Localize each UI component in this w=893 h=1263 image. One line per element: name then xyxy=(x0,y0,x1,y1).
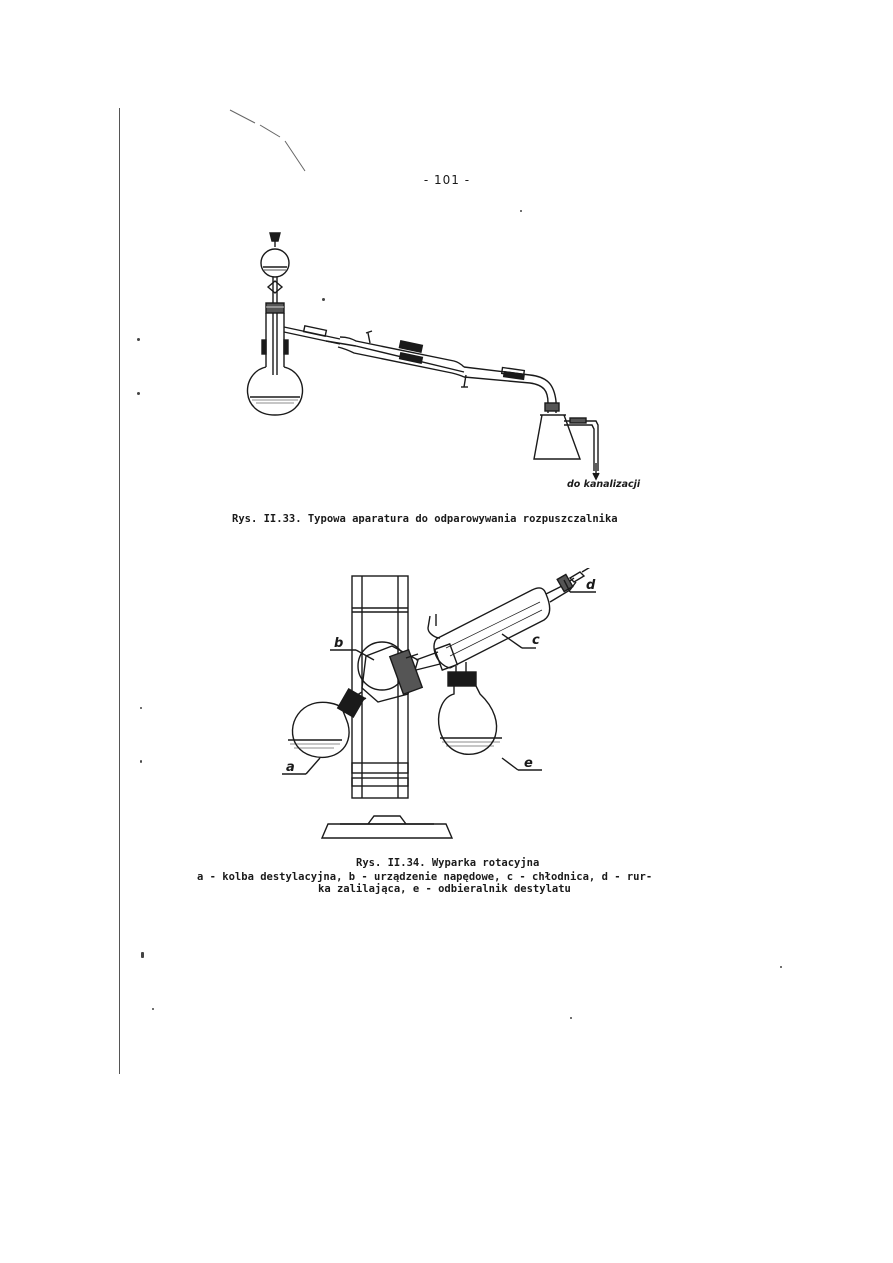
label-b: b xyxy=(334,636,344,651)
figure-evaporation-apparatus xyxy=(230,225,660,500)
scan-speck xyxy=(141,952,144,958)
figure1-caption: Rys. II.33. Typowa aparatura do odparowywania rozpuszczalnika xyxy=(232,513,618,525)
evaporation-apparatus-drawing xyxy=(230,225,660,500)
label-e: e xyxy=(524,756,533,771)
scan-speck xyxy=(137,338,140,341)
scan-speck xyxy=(140,707,142,709)
scan-speck xyxy=(140,760,142,763)
scan-speck xyxy=(780,966,782,968)
scan-speck xyxy=(520,210,522,212)
figure2-legend-line1: a - kolba destylacyjna, b - urządzenie napędowe, c - chłodnica, d - rur- xyxy=(197,871,653,883)
figure2-legend-line2: ka zalilająca, e - odbieralnik destylatu xyxy=(318,883,571,895)
outlet-note: do kanalizacji xyxy=(567,479,641,490)
page-corner-marks xyxy=(225,105,315,180)
page-margin-line xyxy=(119,108,120,1074)
rotary-evaporator-drawing xyxy=(270,568,610,846)
scan-speck xyxy=(152,1008,154,1010)
page-number: - 101 - xyxy=(423,173,471,187)
scan-speck xyxy=(570,1017,572,1019)
figure2-caption: Rys. II.34. Wyparka rotacyjna xyxy=(356,857,540,869)
label-c: c xyxy=(532,633,540,648)
label-a: a xyxy=(286,760,295,775)
scan-speck xyxy=(137,392,140,395)
figure-rotary-evaporator xyxy=(270,568,610,846)
label-d: d xyxy=(586,578,596,593)
